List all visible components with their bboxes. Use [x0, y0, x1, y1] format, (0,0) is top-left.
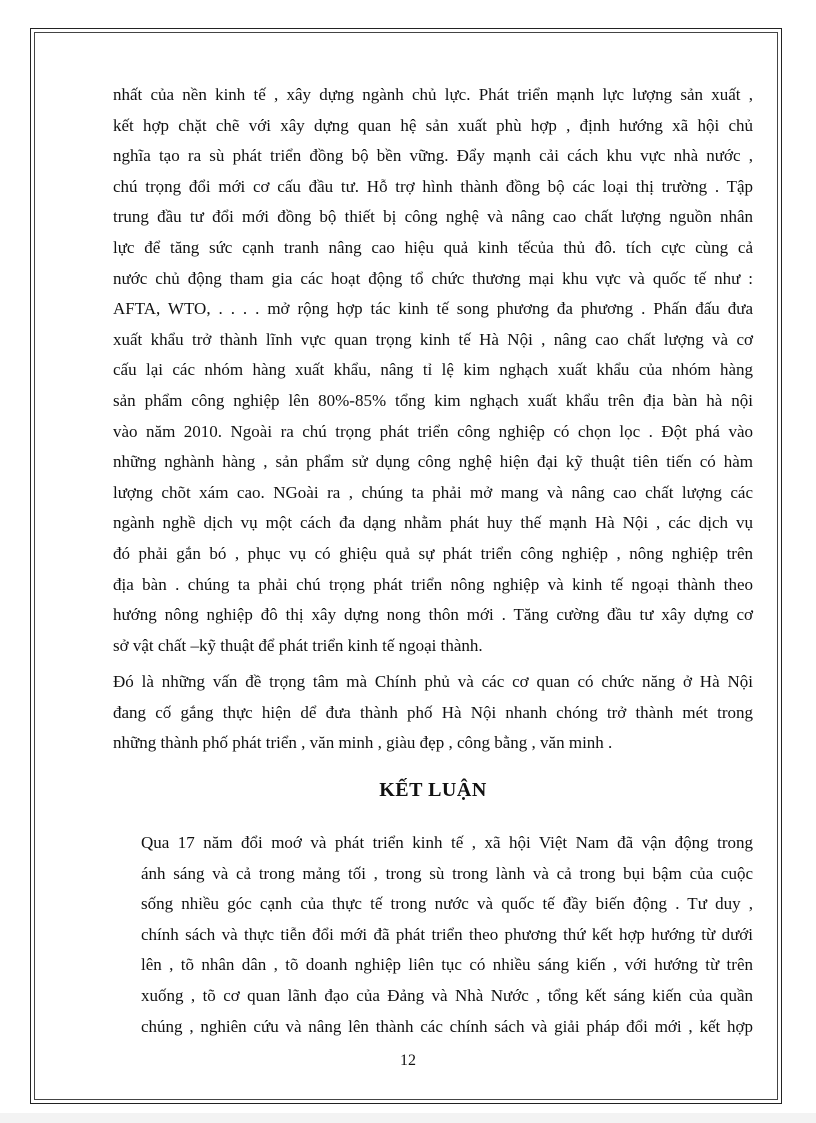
page-number: 12	[400, 1052, 416, 1069]
text-line: chúng , nghiên cứu và nâng lên thành các chính sách và giải pháp đổi mới , kết hợp	[141, 1016, 753, 1036]
text-line: Đó là những vấn đề trọng tâm mà Chính phủ và các cơ quan có chức năng ở Hà Nội	[113, 672, 753, 692]
text-line: trung đầu tư đổi mới đồng bộ thiết bị công nghệ và nâng cao chất lượng nguồn nhân	[113, 207, 753, 227]
text-line: cấu lại các nhóm hàng xuất khẩu, nâng tỉ lệ kim nghạch xuất khẩu của nhóm hàng	[113, 360, 753, 380]
paragraph-1	[113, 80, 753, 661]
text-line: lượng chõt xám cao. NGoài ra , chúng ta phải mở mang và nâng cao chất lượng các	[113, 482, 753, 502]
text-line: kết hợp chặt chẽ với xây dựng quan hệ sản xuất phù hợp , định hướng xã hội chủ	[113, 115, 753, 135]
text-line: địa bàn . chúng ta phải chú trọng phát triển nông nghiệp và kinh tế ngoại thành theo	[113, 574, 753, 594]
text-line: đó phải gắn bó , phục vụ có ghiệu quả sự phát triển công nghiệp , nông nghiệp trên	[113, 543, 753, 563]
text-line: lực để tăng sức cạnh tranh nâng cao hiệu quả kinh tếcủa thủ đô. tích cực cùng cả	[113, 237, 753, 257]
text-line: sản phẩm công nghiệp lên 80%-85% tổng kim nghạch xuất khẩu trên địa bàn hà nội	[113, 390, 753, 410]
text-line: lên , tõ nhân dân , tõ doanh nghiệp liên tục có nhiều sáng kiến , với hướng từ trên	[141, 955, 753, 975]
text-line: những thành phố phát triển , văn minh , giàu đẹp , công bằng , văn minh .	[113, 733, 613, 753]
text-line: nước chủ động tham gia các hoạt động tổ chức thương mại khu vực và quốc tế như :	[113, 268, 753, 288]
text-line: chính sách và thực tiễn đổi mới đã phát triển theo phương thứ kết hợp hướng từ dưới	[141, 924, 753, 944]
paragraph-2	[113, 667, 753, 759]
section-heading: KẾT LUẬN	[379, 779, 487, 802]
text-line: chú trọng đổi mới cơ cấu đầu tư. Hỗ trợ hình thành đồng bộ các loại thị trường . Tập	[113, 176, 753, 196]
paragraph-3	[113, 828, 753, 1042]
text-line: ánh sáng và cả trong mảng tối , trong sù trong lành và cả trong bụi bậm của cuộc	[141, 863, 753, 883]
text-line: nhất của nền kinh tế , xây dựng ngành chủ lực. Phát triển mạnh lực lượng sản xuất ,	[113, 85, 753, 104]
text-line: Qua 17 năm đổi moớ và phát triển kinh tế , xã hội Việt Nam đã vận động trong	[141, 833, 753, 853]
text-line: nghĩa tạo ra sù phát triển đồng bộ bền vững. Đẩy mạnh cải cách khu vực nhà nước ,	[113, 146, 753, 166]
text-line: đang cố gắng thực hiện dể đưa thành phố Hà Nội nhanh chóng trở thành mét trong	[113, 702, 753, 722]
text-line: ngành nghề dịch vụ một cách đa dạng nhằm phát huy thế mạnh Hà Nội , các dịch vụ	[113, 513, 753, 533]
text-line: những nghành hàng , sản phẩm sử dụng công nghệ hiện đại kỹ thuật tiên tiến có hàm	[113, 452, 753, 472]
text-line: AFTA, WTO, . . . . mở rộng hợp tác kinh tế song phương đa phương . Phấn đấu đưa	[113, 299, 753, 319]
text-line: vào năm 2010. Ngoài ra chú trọng phát triển công nghiệp có chọn lọc . Đột phá vào	[113, 421, 753, 441]
text-line: sống nhiều góc cạnh của thực tế trong nước và quốc tế đầy biến động . Tư duy ,	[141, 894, 753, 914]
text-line: hướng nông nghiệp đô thị xây dựng nong thôn mới . Tăng cường đầu tư xây dựng cơ	[113, 605, 753, 625]
text-line: xuất khẩu trở thành lĩnh vực quan trọng kinh tế Hà Nội , nâng cao chất lượng và cơ	[113, 329, 753, 349]
bottom-strip	[0, 1113, 816, 1123]
document-body	[113, 80, 753, 1042]
text-line: xuống , tõ cơ quan lãnh đạo của Đảng và Nhà Nước , tổng kết sáng kiến của quần	[141, 986, 753, 1006]
text-line: sở vật chất –kỹ thuật để phát triển kinh tế ngoại thành.	[113, 635, 483, 655]
